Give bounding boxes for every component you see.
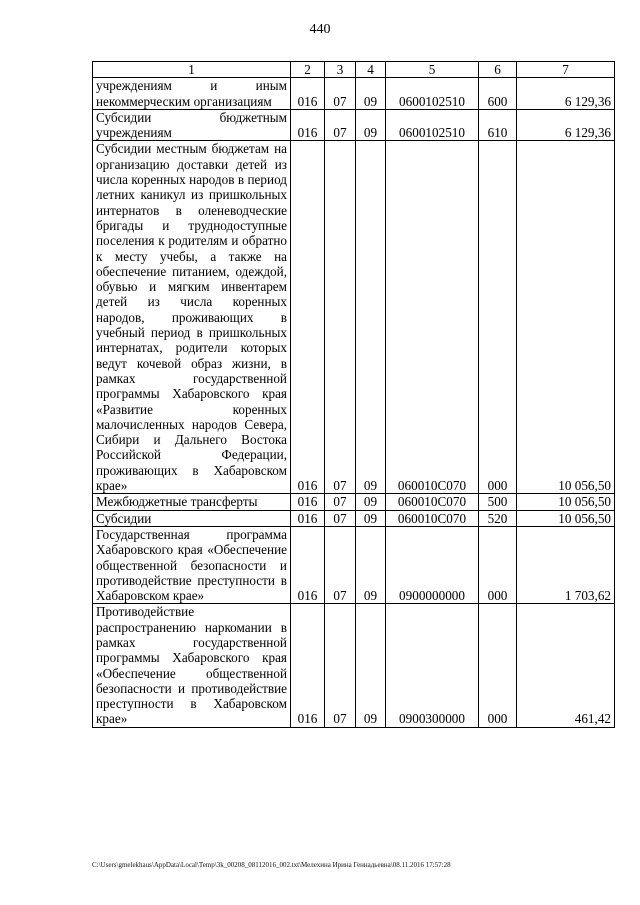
ministry-code-cell: 016	[291, 141, 325, 494]
header-col-3: 3	[325, 62, 356, 78]
amount-cell: 10 056,50	[517, 141, 615, 494]
table-header-row	[93, 62, 615, 78]
expense-type-cell: 000	[479, 141, 517, 494]
row-name-cell: Межбюджетные трансферты	[93, 494, 291, 510]
subsection-code-cell: 09	[356, 604, 386, 727]
table-row	[93, 604, 615, 727]
expense-type-cell: 500	[479, 494, 517, 510]
table-row	[93, 78, 615, 110]
amount-cell: 1 703,62	[517, 526, 615, 603]
subsection-code-cell: 09	[356, 494, 386, 510]
table-row	[93, 526, 615, 603]
budget-table	[92, 61, 615, 728]
row-name-cell: Субсидии местным бюджетам на организацию доставки детей из числа коренных народов в период летних каникул из пришкольных интернатов в оленеводческие бригады и труднодоступные поселения к родителям и обратно к месту учебы, а также на обеспечение питанием, одеждой, обувью и мягким инвентарем детей из числа коренных народов, проживающих в учебный период в пришкольных интернатах, родители которых ведут кочевой образ жизни, в рамках государственной программы Хабаровского края «Развитие коренных малочисленных народов Севера, Сибири и Дальнего Востока Российской Федерации, проживающих в Хабаровском крае»	[93, 141, 291, 494]
header-col-4: 4	[356, 62, 386, 78]
row-name-cell: Государственная программа Хабаровского края «Обеспечение общественной безопасности и противодействие преступности в Хабаровском крае»	[93, 526, 291, 603]
page-number: 440	[309, 22, 331, 37]
target-article-cell: 0900300000	[386, 604, 479, 727]
section-code-cell: 07	[325, 109, 356, 141]
subsection-code-cell: 09	[356, 510, 386, 526]
header-col-6: 6	[479, 62, 517, 78]
header-col-1: 1	[93, 62, 291, 78]
subsection-code-cell: 09	[356, 526, 386, 603]
file-path-footer: C:\Users\gmelekhaus\AppData\Local\Temp\3k_00208_08112016_002.txt\Мелехина Ирина Геннадьевна\08.11.2016 17:57:28	[92, 861, 451, 869]
amount-cell: 6 129,36	[517, 109, 615, 141]
amount-cell: 461,42	[517, 604, 615, 727]
table-row	[93, 494, 615, 510]
subsection-code-cell: 09	[356, 78, 386, 110]
ministry-code-cell: 016	[291, 510, 325, 526]
expense-type-cell: 000	[479, 604, 517, 727]
ministry-code-cell: 016	[291, 109, 325, 141]
header-col-5: 5	[386, 62, 479, 78]
section-code-cell: 07	[325, 510, 356, 526]
ministry-code-cell: 016	[291, 494, 325, 510]
target-article-cell: 0900000000	[386, 526, 479, 603]
amount-cell: 10 056,50	[517, 510, 615, 526]
table-row	[93, 141, 615, 494]
ministry-code-cell: 016	[291, 604, 325, 727]
header-col-2: 2	[291, 62, 325, 78]
section-code-cell: 07	[325, 526, 356, 603]
expense-type-cell: 520	[479, 510, 517, 526]
header-col-7: 7	[517, 62, 615, 78]
expense-type-cell: 000	[479, 526, 517, 603]
row-name-cell: учреждениям и иным некоммерческим организациям	[93, 78, 291, 110]
target-article-cell: 060010С070	[386, 141, 479, 494]
row-name-cell: Противодействие распространению наркомании в рамках государственной программы Хабаровского края «Обеспечение общественной безопасности и противодействие преступности в Хабаровском крае»	[93, 604, 291, 727]
ministry-code-cell: 016	[291, 526, 325, 603]
section-code-cell: 07	[325, 78, 356, 110]
target-article-cell: 0600102510	[386, 109, 479, 141]
subsection-code-cell: 09	[356, 109, 386, 141]
subsection-code-cell: 09	[356, 141, 386, 494]
expense-type-cell: 600	[479, 78, 517, 110]
expense-type-cell: 610	[479, 109, 517, 141]
target-article-cell: 0600102510	[386, 78, 479, 110]
section-code-cell: 07	[325, 141, 356, 494]
amount-cell: 10 056,50	[517, 494, 615, 510]
row-name-cell: Субсидии	[93, 510, 291, 526]
target-article-cell: 060010С070	[386, 494, 479, 510]
section-code-cell: 07	[325, 494, 356, 510]
section-code-cell: 07	[325, 604, 356, 727]
ministry-code-cell: 016	[291, 78, 325, 110]
table-row	[93, 109, 615, 141]
target-article-cell: 060010С070	[386, 510, 479, 526]
amount-cell: 6 129,36	[517, 78, 615, 110]
table-row	[93, 510, 615, 526]
row-name-cell: Субсидии бюджетным учреждениям	[93, 109, 291, 141]
